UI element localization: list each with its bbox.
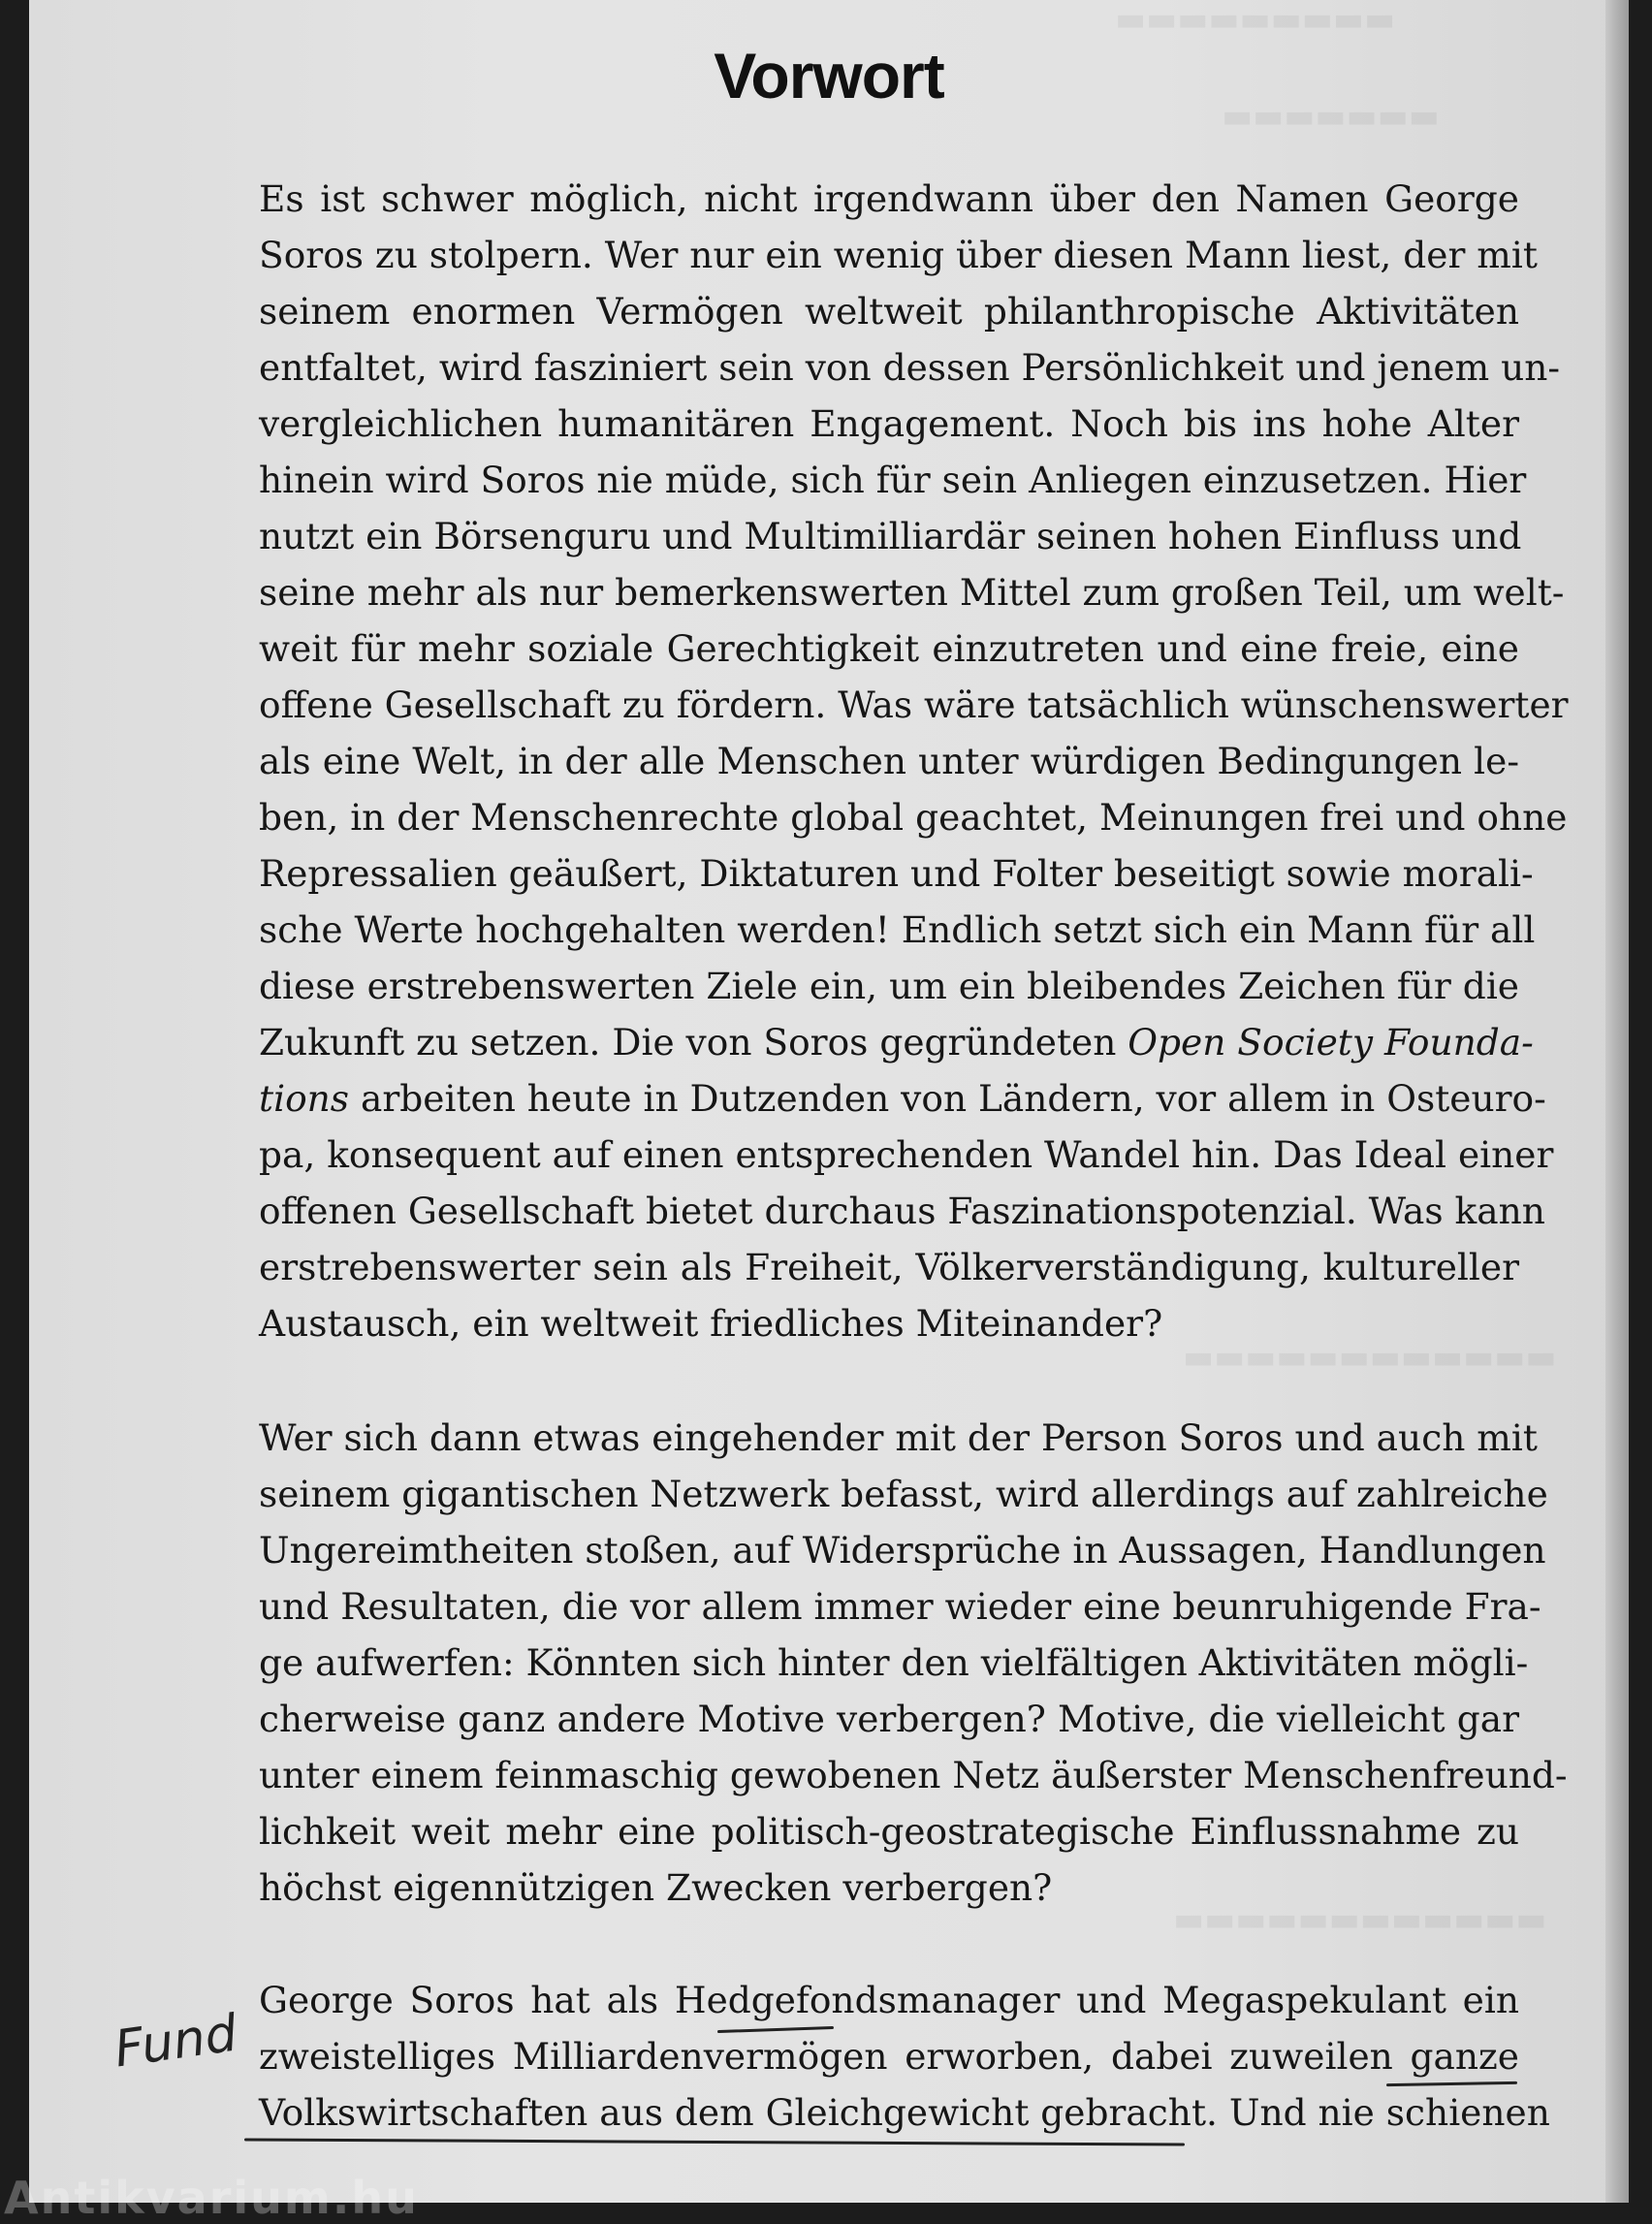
bleed-through-mark: ▬▬▬▬▬▬▬▬▬: [1115, 0, 1396, 39]
text-line: seinem enormen Vermögen weltweit philanthropische Aktivitäten: [259, 290, 1519, 333]
text-line: Austausch, ein weltweit friedliches Miteinander?: [259, 1302, 1163, 1345]
text-line: pa, konsequent auf einen entsprechenden Wandel hin. Das Ideal einer: [259, 1133, 1554, 1176]
watermark-text: Antikvarium.hu: [4, 2172, 419, 2224]
handwritten-margin-note: Fund: [111, 2004, 241, 2080]
text-line: offene Gesellschaft zu fördern. Was wäre tatsächlich wünschenswerter: [259, 683, 1569, 726]
text-line: [259, 1014, 1534, 1070]
bleed-through-mark: ▬▬▬▬▬▬▬▬▬▬▬▬: [1173, 1900, 1547, 1939]
text-span: arbeiten heute in Dutzenden von Ländern, vor allem in Osteuro-: [349, 1077, 1546, 1120]
page-title: Vorwort: [714, 40, 944, 111]
text-line: lichkeit weit mehr eine politisch-geostrategische Einflussnahme zu: [259, 1810, 1519, 1853]
text-line: [259, 1070, 1546, 1127]
text-line: höchst eigennützigen Zwecken verbergen?: [259, 1866, 1053, 1909]
page-edge-shadow: [1605, 0, 1629, 2203]
text-line: Repressalien geäußert, Diktaturen und Folter beseitigt sowie morali-: [259, 852, 1534, 895]
text-line: unter einem feinmaschig gewobenen Netz äußerster Menschenfreund-: [259, 1754, 1568, 1796]
text-line: weit für mehr soziale Gerechtigkeit einzutreten und eine freie, eine: [259, 627, 1519, 670]
text-line: hinein wird Soros nie müde, sich für sein Anliegen einzusetzen. Hier: [259, 459, 1527, 501]
text-line: erstrebenswerter sein als Freiheit, Völkerverständigung, kultureller: [259, 1246, 1519, 1288]
text-line: ben, in der Menschenrechte global geachtet, Meinungen frei und ohne: [259, 796, 1568, 839]
text-line: nutzt ein Börsenguru und Multimilliardär seinen hohen Einfluss und: [259, 515, 1522, 557]
text-line: Volkswirtschaften aus dem Gleichgewicht gebracht. Und nie schienen: [259, 2091, 1550, 2134]
text-line: seinem gigantischen Netzwerk befasst, wird allerdings auf zahlreiche: [259, 1473, 1548, 1515]
text-line: zweistelliges Milliardenvermögen erworben, dabei zuweilen ganze: [259, 2035, 1519, 2078]
text-span: Zukunft zu setzen. Die von Soros gegründeten: [259, 1021, 1128, 1064]
text-line: sche Werte hochgehalten werden! Endlich setzt sich ein Mann für all: [259, 908, 1536, 951]
text-line: Ungereimtheiten stoßen, auf Widersprüche in Aussagen, Handlungen: [259, 1529, 1546, 1572]
bleed-through-mark: ▬▬▬▬▬▬▬▬▬▬▬▬: [1183, 1338, 1557, 1377]
text-line: George Soros hat als Hedgefondsmanager und Megaspekulant ein: [259, 1979, 1519, 2021]
text-line: diese erstrebenswerten Ziele ein, um ein bleibendes Zeichen für die: [259, 965, 1519, 1007]
text-line: und Resultaten, die vor allem immer wieder eine beunruhigende Fra-: [259, 1585, 1541, 1628]
book-page: [29, 0, 1629, 2203]
text-line: ge aufwerfen: Könnten sich hinter den vielfältigen Aktivitäten mögli-: [259, 1641, 1529, 1684]
text-line: cherweise ganz andere Motive verbergen? Motive, die vielleicht gar: [259, 1698, 1519, 1740]
text-line: als eine Welt, in der alle Menschen unter würdigen Bedingungen le-: [259, 740, 1519, 782]
text-line: Es ist schwer möglich, nicht irgendwann über den Namen George: [259, 177, 1519, 220]
text-line: Soros zu stolpern. Wer nur ein wenig über diesen Mann liest, der mit: [259, 234, 1538, 276]
text-line: seine mehr als nur bemerkenswerten Mittel zum großen Teil, um welt-: [259, 571, 1565, 614]
italic-title-span: tions: [259, 1077, 350, 1120]
text-line: offenen Gesellschaft bietet durchaus Faszinationspotenzial. Was kann: [259, 1190, 1545, 1232]
text-line: Wer sich dann etwas eingehender mit der Person Soros und auch mit: [259, 1416, 1538, 1459]
italic-title-span: Open Society Founda-: [1128, 1021, 1534, 1064]
text-line: entfaltet, wird fasziniert sein von dessen Persönlichkeit und jenem un-: [259, 346, 1561, 389]
bleed-through-mark: ▬▬▬▬▬▬▬: [1222, 97, 1440, 136]
text-line: vergleichlichen humanitären Engagement. Noch bis ins hohe Alter: [259, 402, 1519, 445]
